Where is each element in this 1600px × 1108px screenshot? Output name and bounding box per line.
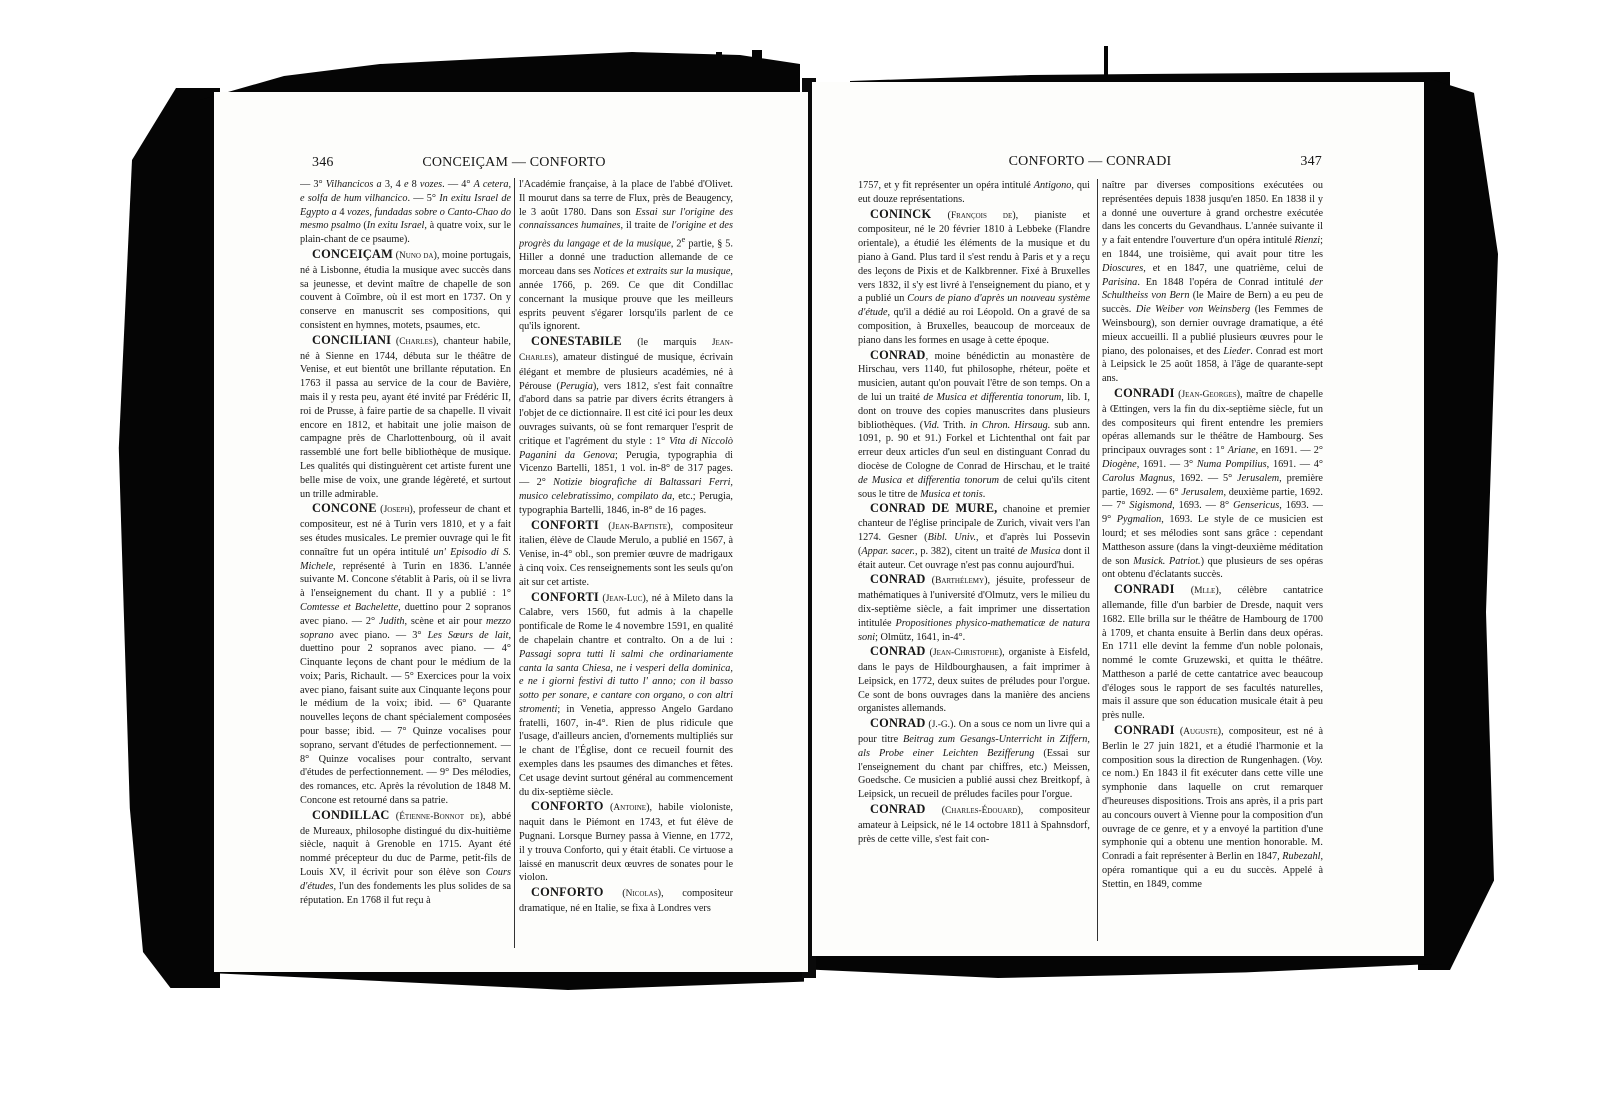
- right-running-head: [858, 154, 1322, 172]
- left-running-head: [312, 155, 716, 173]
- scan-mark-top-1: [716, 52, 722, 92]
- scan-border-right: [1418, 75, 1498, 970]
- left-running-title: CONCEIÇAM — CONFORTO: [422, 155, 606, 170]
- right-page-column-1: 1757, et y fit représenter un opéra intitulé Antigono, qui eut douze représentations. CONINCK (François de), pianiste et compositeur, né le 20 février 1810 à Lebbeke (Flandre orientale), a étudié les éléments de la musique et du piano à Gand. Plus tard il s'est rendu à Paris et y a reçu des leçons de Pixis et de Kalkbrenner. Fixé à Bruxelles vers 1832, il s'y est livré à l'enseignement du piano, et y a publié un Cours de piano d'après un nouveau système d'étude, qu'il a dédié au roi Léopold. On a gravé de sa composition, à Bruxelles, beaucoup de morceaux de piano dans les formes en usage à cette époque. CONRAD, moine bénédictin au monastère de Hirschau, vers 1140, fut philosophe, rhéteur, poëte et musicien, autant qu'on pouvait l'être de son temps. On a de lui un traité de Musica et differentia tonorum, lib. I, dont on trouve des copies manuscrites dans plusieurs bibliothèques. (Vid. Trith. in Chron. Hirsaug. sub ann. 1091, p. 90 et 91.) Forkel et Lichtenthal ont fait par erreur deux articles d'un seul en distinguant Conrad du diocèse de Cologne de Conrad de Hirschau, et le traité de Musica et differentia tonorum de celui qu'ils citent sous le titre de Musica et tonis. CONRAD DE MURE, chanoine et premier chanteur de l'église principale de Zurich, vivait vers l'an 1274. Gesner (Bibl. Univ., et d'après lui Possevin (Appar. sacer., p. 382), citent un traité de Musica dont il était auteur. Cet ouvrage n'est pas connu aujourd'hui. CONRAD (Barthélemy), jésuite, professeur de mathématiques à l'université d'Olmutz, vers le milieu du dix-septième siècle, a fait imprimer une dissertation intitulée Propositiones physico-mathematicæ de natura soni; Olmütz, 1641, in-4°. CONRAD (Jean-Christophe), organiste à Eisfeld, dans le pays de Hildbourghausen, a fait imprimer à Leipsick, en 1772, deux suites de préludes pour l'orgue. Ce sont de bons ouvrages dans la manière des anciens organistes allemands. CONRAD (J.-G.). On a sous ce nom un livre qui a pour titre Beitrag zum Gesangs-Unterricht in Ziffern, als Probe einer Leichten Bezifferung (Essai sur l'enseignement du chant par chiffres, etc.) Meissen, Goedsche. Ce musicien a publié aussi chez Breitkopf, à Leipsick, un recueil de préludes faciles pour l'orgue. CONRAD (Charles-Édouard), compositeur amateur à Leipsick, né le 14 octobre 1811 à Spahnsdorf, près de cette ville, s'est fait con-: [858, 180, 1090, 845]
- scan-mark-top-2: [752, 50, 762, 94]
- right-page-number: 347: [1300, 154, 1322, 169]
- right-running-title: CONFORTO — CONRADI: [1008, 154, 1172, 169]
- left-page-column-2: l'Académie française, à la place de l'abbé d'Olivet. Il mourut dans sa terre de Flux, près de Beaugency, le 3 août 1780. Dans son Essai sur l'origine des connaissances humaines, il traite de l'origine et des progrès du langage et de la musique, 2e partie, § 5. Hiller a donné une traduction allemande de ce morceau dans ses Notices et extraits sur la musique, année 1766, p. 269. Ce que dit Condillac concernant la musique prouve que les meilleurs esprits peuvent s'égarer lorsqu'ils parlent de ce qu'ils ignorent. CONESTABILE (le marquis Jean-Charles), amateur distingué de musique, écrivain élégant et membre de plusieurs académies, né à Pérouse (Perugia), vers 1812, s'est fait connaître d'abord dans sa patrie par divers écrits étrangers à l'objet de ce dictionnaire. Il est cité ici pour les deux ouvrages suivants, où se font remarquer l'esprit de critique et l'agrément du style : 1° Vita di Niccolò Paganini da Genova; Perugia, typographia di Vicenzo Bartelli, 1851, 1 vol. in-8° de 317 pages. — 2° Notizie biografiche di Baltassari Ferri, musico celebratissimo, compilato da, etc.; Perugia, typographia Bartelli, 1846, in-8° de 16 pages. CONFORTI (Jean-Baptiste), compositeur italien, élève de Claude Merulo, a publié en 1567, à Venise, in-4° obl., son premier œuvre de madrigaux à cinq voix. Ces renseignements sont les seuls qu'on ait sur cet artiste. CONFORTI (Jean-Luc), né à Mileto dans la Calabre, vers 1560, fut admis à la chapelle pontificale de Rome le 4 novembre 1591, en qualité de chapelain chantre et contralto. On a de lui : Passagi sopra tutti li salmi che ordinariamente canta la santa Chiesa, ne i vesperi della dominica, e ne i giorni festivi di tutto l' anno; con il basso sotto per sonare, e cantare con organo, o con altri stromenti; in Venetia, appresso Angelo Gardano fratelli, 1607, in-4°. Rien de plus ridicule que l'usage, d'ailleurs ancien, d'ornements multipliés sur le chant de l'Église, dont ce recueil fournit des exemples dans les psaumes des dimanches et fêtes. Cet usage devint surtout général au commencement du dix-septième siècle. CONFORTO (Antoine), habile violoniste, naquit dans le Piémont en 1743, et fut élève de Pugnani. Lorsque Burney passa à Vienne, en 1772, il y trouva Conforto, qui y était établi. Ce virtuose a laissé en manuscrit deux œuvres de sonates pour le violon. CONFORTO (Nicolas), compositeur dramatique, né en Italie, se fixa à Londres vers: [519, 179, 733, 915]
- left-page: [214, 92, 808, 972]
- scan-border-left: [110, 88, 220, 988]
- right-column-divider: [1097, 179, 1098, 941]
- left-column-divider: [514, 178, 515, 948]
- right-page: [812, 82, 1424, 956]
- right-page-column-2: naître par diverses compositions exécutées ou représentées depuis 1838 jusqu'en 1850. En 1838 il y a donné une ouverture à grand orchestre exécutée dans les concerts du Gevandhaus. L'année suivante il y a fait entendre l'ouverture d'un opéra intitulé Rienzi; en 1844, une troisième, qui avait pour titre les Dioscures, et en 1847, une quatrième, celui de Parisina. En 1848 l'opéra de Conrad intitulé der Schultheiss von Bern (le Maire de Bern) a eu peu de succès. Die Weiber von Weinsberg (les Femmes de Weinsbourg), son dernier ouvrage dramatique, a été mieux accueilli. Il a publié plusieurs œuvres pour le piano, des polonaises, et des Lieder. Conrad est mort à Leipsick le 25 août 1858, à l'âge de quarante-sept ans. CONRADI (Jean-Georges), maître de chapelle à Œttingen, vers la fin du dix-septième siècle, fut un des compositeurs qui firent entendre les premiers opéras allemands sur le théâtre de Hambourg. Ses principaux ouvrages sont : 1° Ariane, en 1691. — 2° Diogène, 1691. — 3° Numa Pompilius, 1691. — 4° Carolus Magnus, 1692. — 5° Jerusalem, première partie, 1692. — 6° Jerusalem, deuxième partie, 1692. — 7° Sigismond, 1693. — 8° Gensericus, 1693. — 9° Pygmalion, 1693. Le style de ce musicien est lourd; et ses mélodies sont sans grâce : cependant Mattheson assure (dans la vingt-deuxième méditation de son Musick. Patriot.) que plusieurs de ses opéras ont obtenu d'éclatants succès. CONRADI (Mlle), célèbre cantatrice allemande, fille d'un barbier de Dresde, naquit vers 1682. Elle brilla sur le théâtre de Hambourg de 1700 à 1709, et chanta ensuite à Berlin dans deux opéras. En 1711 elle devint la femme d'un noble polonais, nommé le comte Gruzewski, et quitta le théâtre. Mattheson a parlé de cette cantatrice avec beaucoup d'éloges sous le rapport de ses facultés naturelles, mais il assure que son éducation musicale était à peu près nulle. CONRADI (Auguste), compositeur, est né à Berlin le 27 juin 1821, et a étudié l'harmonie et la composition sous la direction de Rungenhagen. (Voy. ce nom.) En 1843 il fit exécuter dans cette ville une symphonie dans laquelle on crut remarquer d'heureuses dispositions. Trois ans après, il a pris part au concours ouvert à Vienne pour la composition d'un ouvrage de ce genre, et y a envoyé la partition d'une symphonie qui a obtenu une mention honorable. M. Conradi a fait représenter à Berlin en 1847, Rubezahl, opéra romantique qui a eu du succès. Appelé à Stettin, en 1849, comme: [1102, 180, 1323, 890]
- left-page-number: 346: [312, 155, 334, 170]
- left-page-column-1: — 3° Vilhancicos a 3, 4 e 8 vozes. — 4° A cetera, e solfa de hum vilhancico. — 5° In exitu Israel de Egypto a 4 vozes, fundadas sobre o Canto-Chao do mesmo psalmo (In exitu Israel, à quatre voix, sur le plain-chant de ce psaume). CONCEIÇAM (Nuno da), moine portugais, né à Lisbonne, étudia la musique avec succès dans sa jeunesse, et devint maître de chapelle de son couvent à Coïmbre, où il est mort en 1737. On y conserve en manuscrit ses compositions, qui consistent en hymnes, motets, psaumes, etc. CONCILIANI (Charles), chanteur habile, né à Sienne en 1744, débuta sur le théâtre de Venise, et eut bientôt une brillante réputation. En 1763 il passa au service de la cour de Bavière, mais il y resta peu, ayant été invité par Frédéric II, roi de Prusse, à faire partie de sa chapelle. Il vivait encore en 1812, et habitait une jolie maison de campagne près de Charlottenbourg, où il avait rassemblé une fort belle bibliothèque de musique. Les qualités qui distinguèrent cet artiste furent une belle mise de voix, une grande légèreté, et surtout un trille admirable. CONCONE (Joseph), professeur de chant et compositeur, est né à Turin vers 1810, et y a fait ses études musicales. Le premier ouvrage qui le fit connaître fut un opéra intitulé un' Episodio di S. Michele, représenté à Turin en 1836. L'année suivante M. Concone s'établit à Paris, où il se livra à l'enseignement du chant. Il y a publié : 1° Comtesse et Bachelette, duettino pour 2 sopranos avec piano. — 2° Judith, scène et air pour mezzo soprano avec piano. — 3° Les Sœurs de lait, duettino pour 2 sopranos avec piano. — 4° Cinquante leçons de chant pour le médium de la voix; Paris, Richault. — 5° Exercices pour la voix avec piano, faisant suite aux Cinquante leçons pour le médium de la voix; ibid. — 6° Quarante nouvelles leçons de chant spécialement composées pour basse; ibid. — 7° Quinze vocalises pour soprano, servant d'études de perfectionnement. — 8° Quinze vocalises pour contralto, servant d'études de perfectionnement. — 9° Des mélodies, des romances, etc. Après la révolution de 1848 M. Concone est retourné dans sa patrie. CONDILLAC (Étienne-Bonnot de), abbé de Mureaux, philosophe distingué du dix-huitième siècle, naquit à Grenoble en 1715. Ayant été nommé précepteur du duc de Parme, petit-fils de Louis XV, il écrivit pour son élève son Cours d'études, l'un des fondements les plus solides de sa réputation. En 1768 il fut reçu à: [300, 179, 511, 906]
- scan-border-top-left: [200, 40, 800, 100]
- scan-mark-top-3: [1104, 46, 1108, 82]
